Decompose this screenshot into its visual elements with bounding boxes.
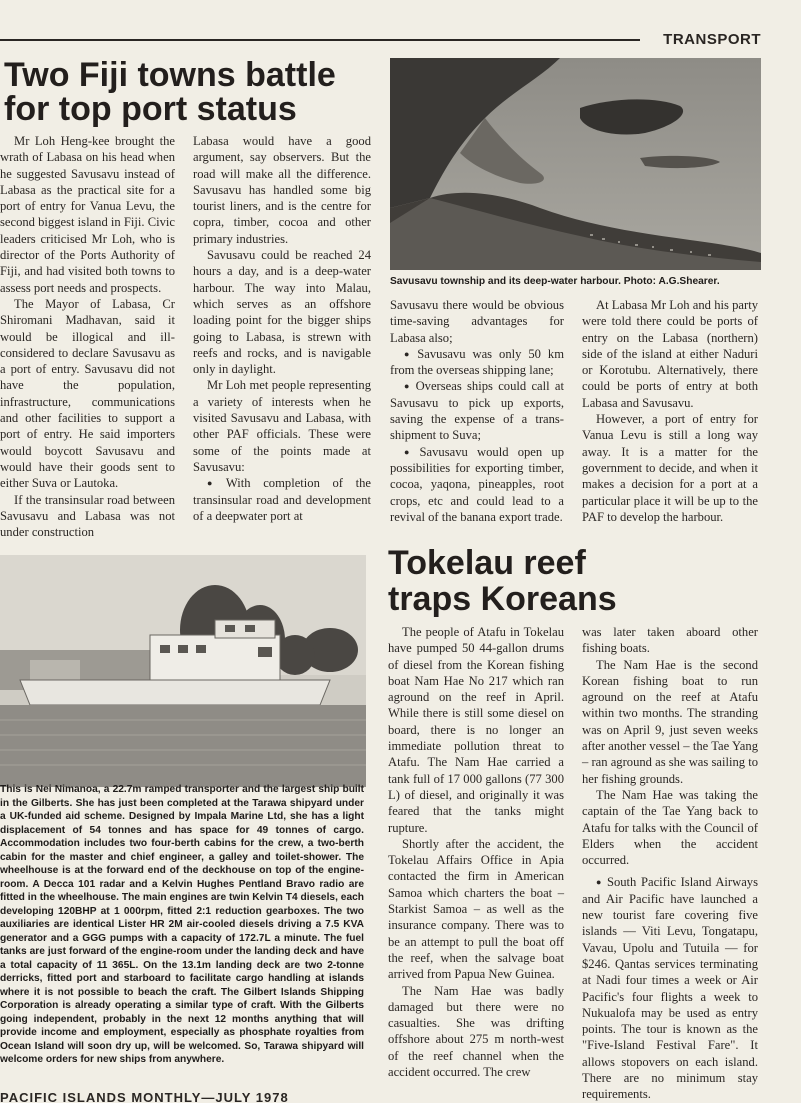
paragraph: The Mayor of Labasa, Cr Shiromani Madhavan, said it would be illogical and ill-considered to declare Savusavu as a port of entry. Savusavu did not have the population, infrastructure, communications and other facilities to support a port of entry. He said importers would boycott Savusavu and would have their goods sent to either Suva or Lautoka. (0, 296, 175, 491)
paragraph: The Nam Hae was taking the captain of the Tae Yang back to Atafu for talks with the Council of Elders when the accident occurred. (582, 787, 758, 868)
paragraph: Savusavu there would be obvious time-saving advantages for Labasa also; (390, 298, 564, 345)
section-label: TRANSPORT (663, 31, 761, 48)
paragraph: The people of Atafu in Tokelau have pumped 50 44-gallon drums of diesel from the Korean fishing boat Nam Hae No 217 which ran aground on the reef in April. While there is still some diesel on board, there is no longer an immediate pollution threat to Atafu. The Nam Hae carried a tank full of 17 000 gallons (77 300 L) of diesel, and originally it was feared that the tanks might rupture. (388, 625, 564, 835)
bullet-paragraph: ● Savusavu would open up possibilities for exporting timber, cocoa, yaqona, pineapples, root crops, etc and could lead to a revival of the banana export trade. (390, 444, 564, 525)
story1-column-1 (0, 133, 175, 540)
story1-column-2 (193, 133, 371, 524)
story2-headline-line2: traps Koreans (388, 580, 617, 618)
story1-headline-line2: for top port status (4, 90, 297, 128)
story2-column-2 (582, 624, 758, 1103)
paragraph: However, a port of entry for Vanua Levu is still a long way away. It is a matter for the government to decide, and when it makes a decision for a port at a particular place it will be up to the PAF to develop the harbour. (582, 412, 758, 524)
bullet-paragraph: ● South Pacific Island Airways and Air Pacific have launched a new tourist fare covering five islands — Viti Levu, Tongatapu, Vavau, Upolu and Tutuila — for $246. Qantas services terminating at Nadi four times a week or Air Pacific's four flights a week to Nukualofa may be used as entry points. The tour is known as the "Five-Island Festival Fare". It allows stopovers on each island. There are no minimum stay requirements. (582, 874, 758, 1102)
savusavu-photo-caption: Savusavu township and its deep-water harbour. Photo: A.G.Shearer. (390, 276, 720, 287)
paragraph: The Nam Hae was badly damaged but there were no casualties. She was drifting offshore about 275 m north-west of the reef channel when the accident occurred. The crew (388, 983, 564, 1080)
paragraph: At Labasa Mr Loh and his party were told there could be ports of entry on the Labasa (northern) side of the island at either Naduri or Korotubu. Alternatively, there could be ports of entry at both Labasa and Savusavu. (582, 298, 758, 410)
ship-image (0, 555, 366, 787)
paragraph: The Nam Hae is the second Korean fishing boat to run aground on the reef at Atafu within two months. The stranding was on April 9, just seven weeks after another vessel – the Tae Yang – ran aground as she was sailing to her fishing grounds. (582, 657, 758, 786)
story1-headline-line1: Two Fiji towns battle (4, 56, 336, 94)
paragraph: Mr Loh met people representing a variety of interests when he visited Savusavu and Labasa, with other PAF officials. These were some of the points made at Savusavu: (193, 378, 371, 474)
paragraph: Savusavu could be reached 24 hours a day, and is a deep-water harbour. The way into Malau, which serves as an offshore loading point for the bigger ships going to Labasa, is strewn with reefs and rocks, and is navigable only in daylight. (193, 248, 371, 377)
story2-headline-line1: Tokelau reef (388, 544, 586, 582)
ship-caption: This is Nei Nimanoa, a 22.7m ramped transporter and the largest ship built in the Gilberts. She has just been completed at the Tarawa shipyard under a UK-funded aid scheme. Designed by Impala Marine Ltd, she has a light displacement of 54 tonnes and has space for 49 tonnes of cargo. Accommodation includes two four-berth cabins for the crew, a two-berth cabin for the master and chief engineer, a galley and toilet-shower. The wheelhouse is at the forward end of the deckhouse on top of the engine-room. A Decca 101 radar and a Kelvin Hughes Pentland Bravo radio are fitted in the wheelhouse. The main engines are twin Kelvin T4 diesels, each developing 120BHP at 1 000rpm, fitted 2:1 reduction gearboxes. The two auxiliaries are identical Lister HR 2M air-cooled diesels driving a 7.5 KVA generator and a GGG pumps with a capacity of 172.7L a minute. The fuel tanks are just forward of the engine-room under the landing deck and have a total capacity of 11 365L. On the 13.1m landing deck are two 2-tonne derricks, fitted port and starboard to facilitate cargo handling at islands where it is not possible to beach the craft. The Gilbert Islands Shipping Corporation is already operating a similar type of craft. With the Gilberts going independent, probably in the next 12 months anything that will provide income and employment, especially as phosphate royalties from Ocean Island will soon dry up, will be welcomed. So, Tarawa shipyard will welcome orders for new ships from anywhere. (0, 784, 364, 1065)
paragraph: Mr Loh Heng-kee brought the wrath of Labasa on his head when he suggested Savusavu instead of Labasa as the practical site for a port of entry for Vanua Levu, the second biggest island in Fiji. Civic leaders criticised Mr Loh, who is director of the Ports Authority of Fiji, and had visited both towns to assess port needs and prospects. (0, 134, 175, 295)
header-rule (0, 39, 640, 41)
paragraph: was later taken aboard other fishing boats. (582, 625, 758, 656)
story2-headline (388, 545, 758, 617)
paragraph: Labasa would have a good argument, say observers. But the road will make all the difference. Savusavu has handled some big tourist liners, and is the centre for copra, timber, cocoa and other primary industries. (193, 134, 371, 246)
bullet-paragraph: ● Overseas ships could call at Savusavu to pick up exports, saving the expense of a trans-shipment to Suva; (390, 378, 564, 443)
paragraph: If the transinsular road between Savusavu and Labasa was not under construction (0, 492, 175, 540)
savusavu-harbour-photo (390, 58, 761, 270)
nei-nimanoa-photo (0, 555, 366, 787)
story2-column-1 (388, 624, 564, 1080)
story1-headline (4, 58, 384, 126)
paragraph: Shortly after the accident, the Tokelau Affairs Office in Apia contacted the firm in American Samoa which charters the boat – Starkist Samoa – as well as the insurance company. There was to be an attempt to pull the boat off the reef, when the salvage boat arrived from Papua New Guinea. (388, 836, 564, 982)
bullet-paragraph: ● Savusavu was only 50 km from the overseas shipping lane; (390, 346, 564, 379)
bullet-paragraph: ● With completion of the transinsular road and development of a deepwater port at (193, 475, 371, 524)
page-footer: PACIFIC ISLANDS MONTHLY—JULY 1978 (0, 1090, 289, 1102)
story1-column-4 (582, 297, 758, 525)
story1-column-3 (390, 297, 564, 525)
aerial-harbour-image (390, 58, 761, 270)
